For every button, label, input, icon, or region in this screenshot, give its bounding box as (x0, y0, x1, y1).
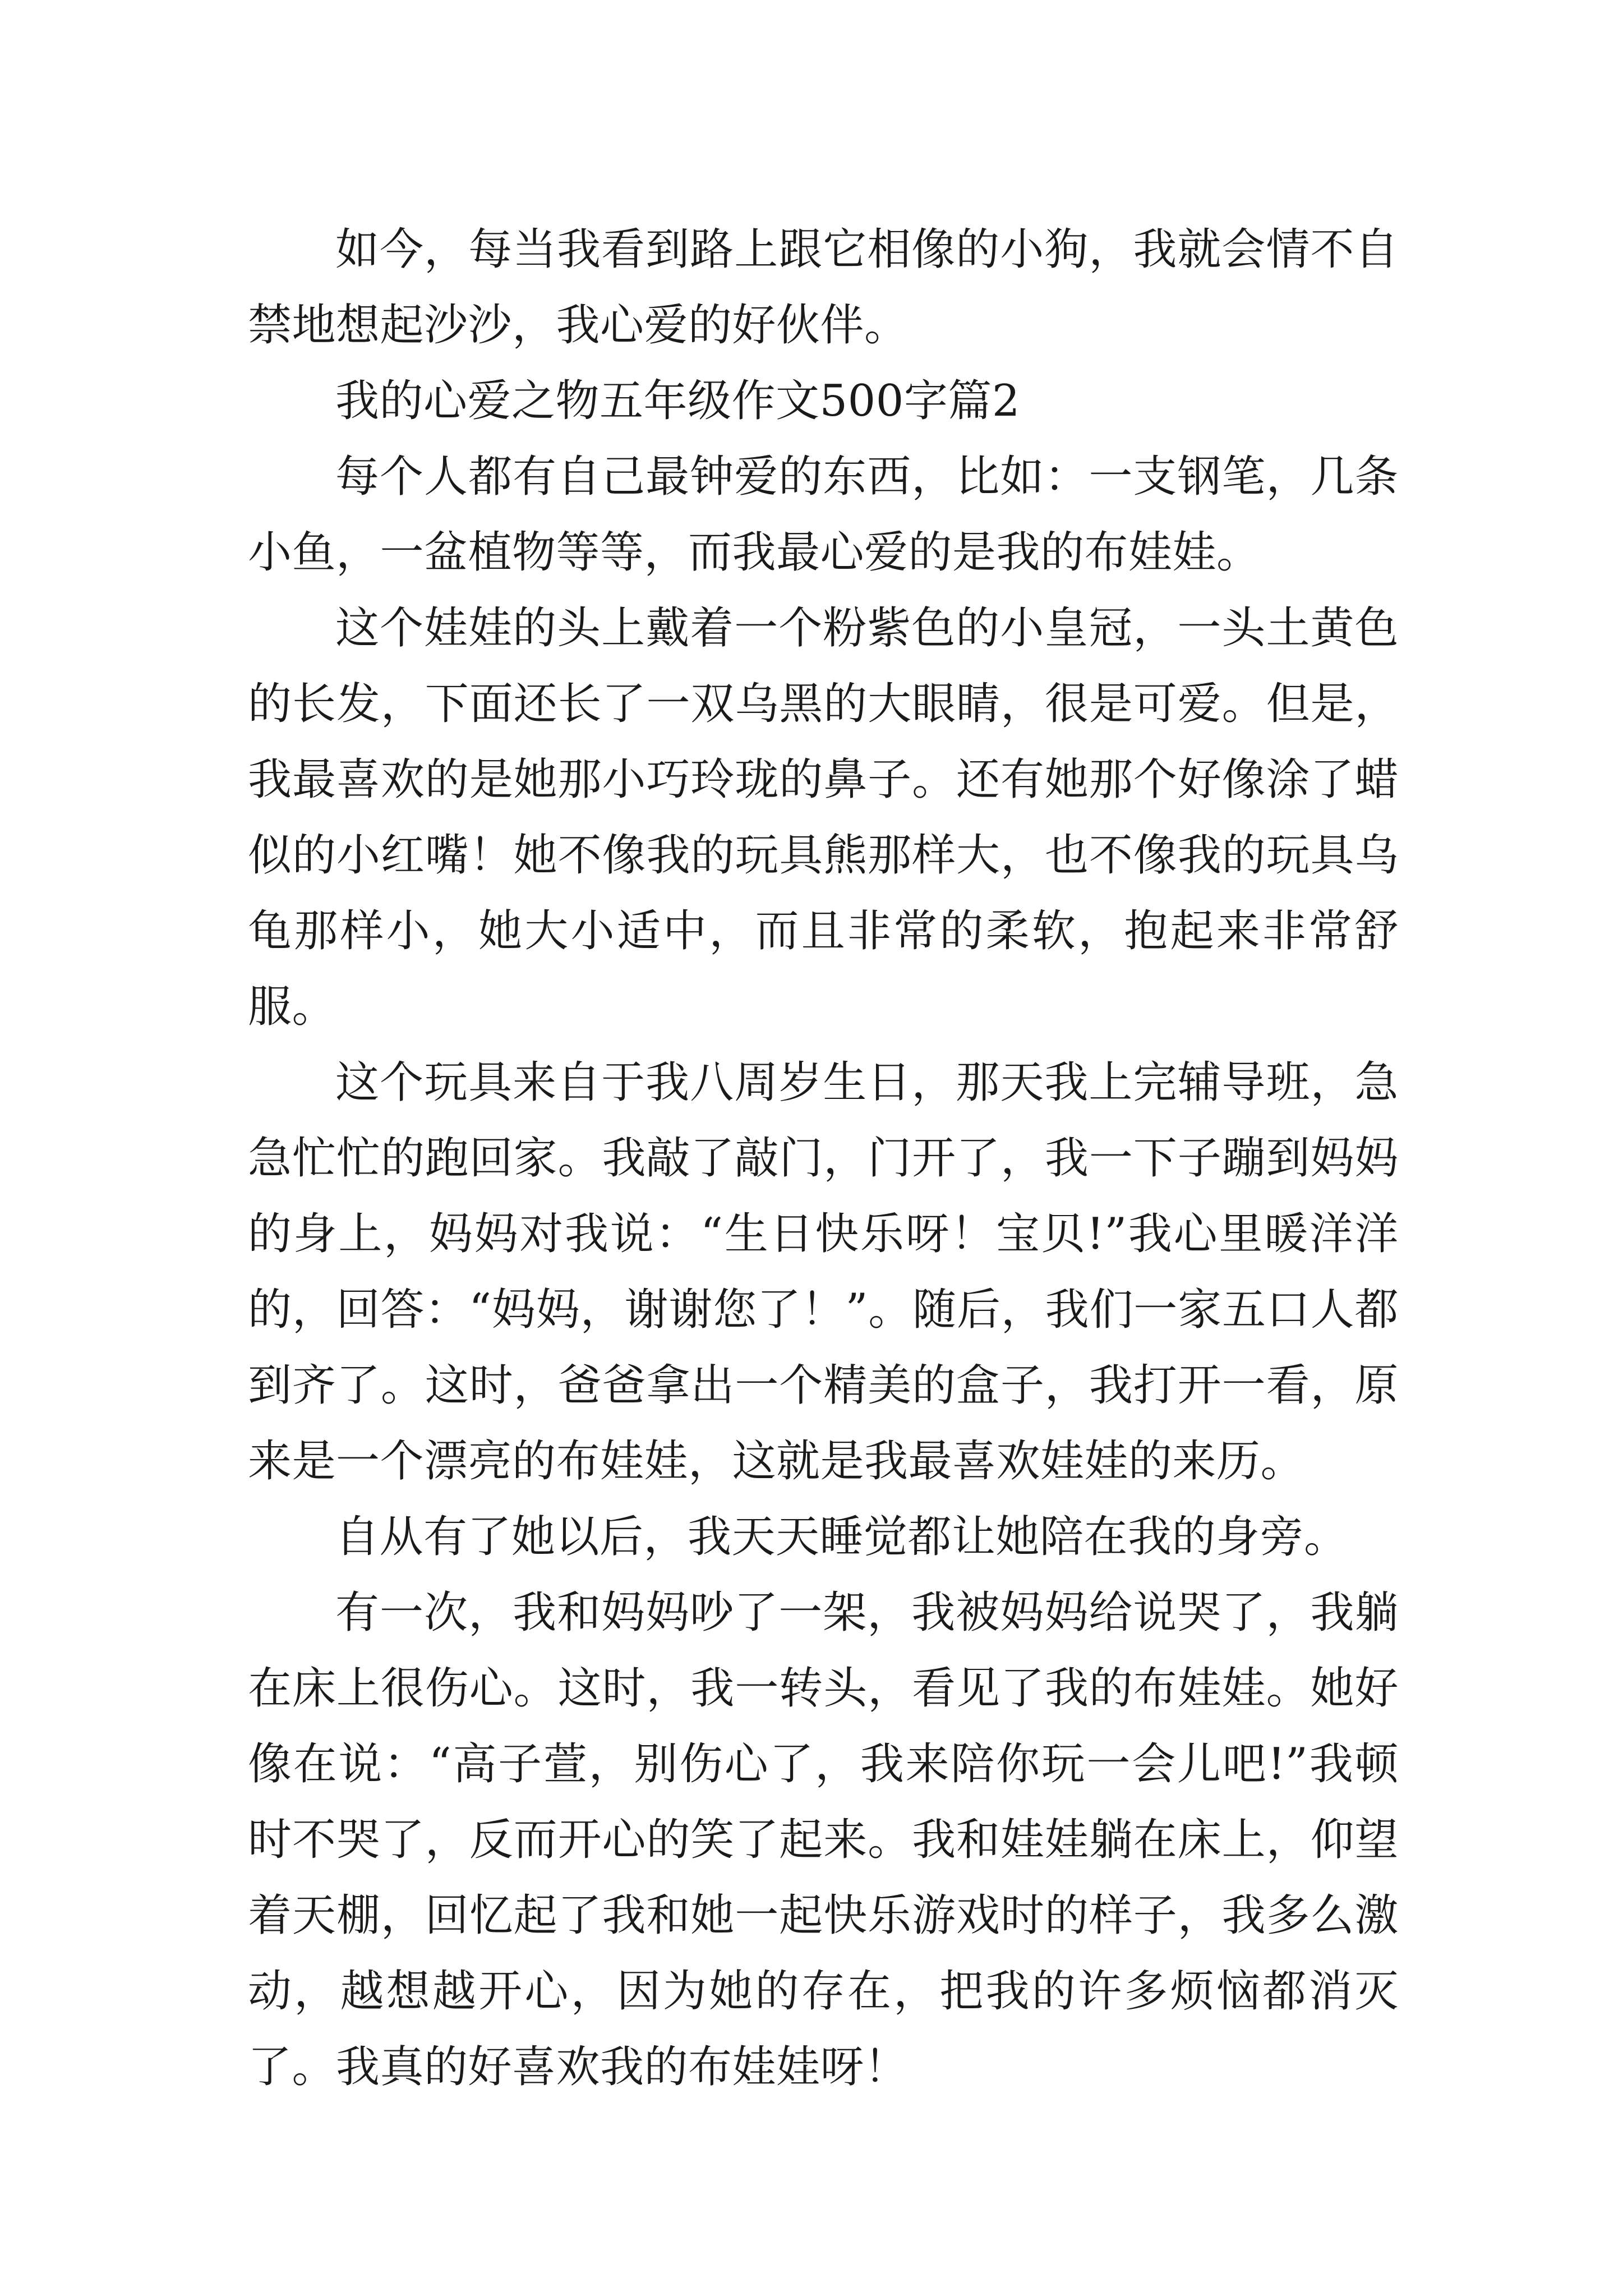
document-body (248, 212, 1399, 2105)
section-title: 我的心爱之物五年级作文500字篇2 (335, 376, 1021, 426)
paragraph-closing-previous: 如今，每当我看到路上跟它相像的小狗，我就会情不自禁地想起沙沙，我心爱的好伙伴。 (248, 224, 1399, 351)
paragraph-story: 有一次，我和妈妈吵了一架，我被妈妈给说哭了，我躺在床上很伤心。这时，我一转头，看见了我的布娃娃。她好像在说：“高子萱，别伤心了，我来陪你玩一会儿吧!”我顿时不哭了，反而开心的笑了起来。我和娃娃躺在床上，仰望着天棚，回忆起了我和她一起快乐游戏时的样子，我多么激动，越想越开心，因为她的存在，把我的许多烦恼都消灭了。我真的好喜欢我的布娃娃呀！ (248, 1588, 1399, 2092)
paragraph-origin: 这个玩具来自于我八周岁生日，那天我上完辅导班，急急忙忙的跑回家。我敲了敲门，门开了，我一下子蹦到妈妈的身上，妈妈对我说：“生日快乐呀！宝贝!”我心里暖洋洋的，回答：“妈妈，谢谢您了！”。随后，我们一家五口人都到齐了。这时，爸爸拿出一个精美的盒子，我打开一看，原来是一个漂亮的布娃娃，这就是我最喜欢娃娃的来历。 (248, 1057, 1399, 1487)
paragraph-companion: 自从有了她以后，我天天睡觉都让她陪在我的身旁。 (335, 1512, 1348, 1562)
paragraph-description: 这个娃娃的头上戴着一个粉紫色的小皇冠，一头土黄色的长发，下面还长了一双乌黑的大眼睛，很是可爱。但是，我最喜欢的是她那小巧玲珑的鼻子。还有她那个好像涂了蜡似的小红嘴！她不像我的玩具熊那样大，也不像我的玩具乌龟那样小，她大小适中，而且非常的柔软，抱起来非常舒服。 (248, 603, 1399, 1032)
paragraph-intro: 每个人都有自己最钟爱的东西，比如：一支钢笔，几条小鱼，一盆植物等等，而我最心爱的是我的布娃娃。 (248, 452, 1399, 578)
